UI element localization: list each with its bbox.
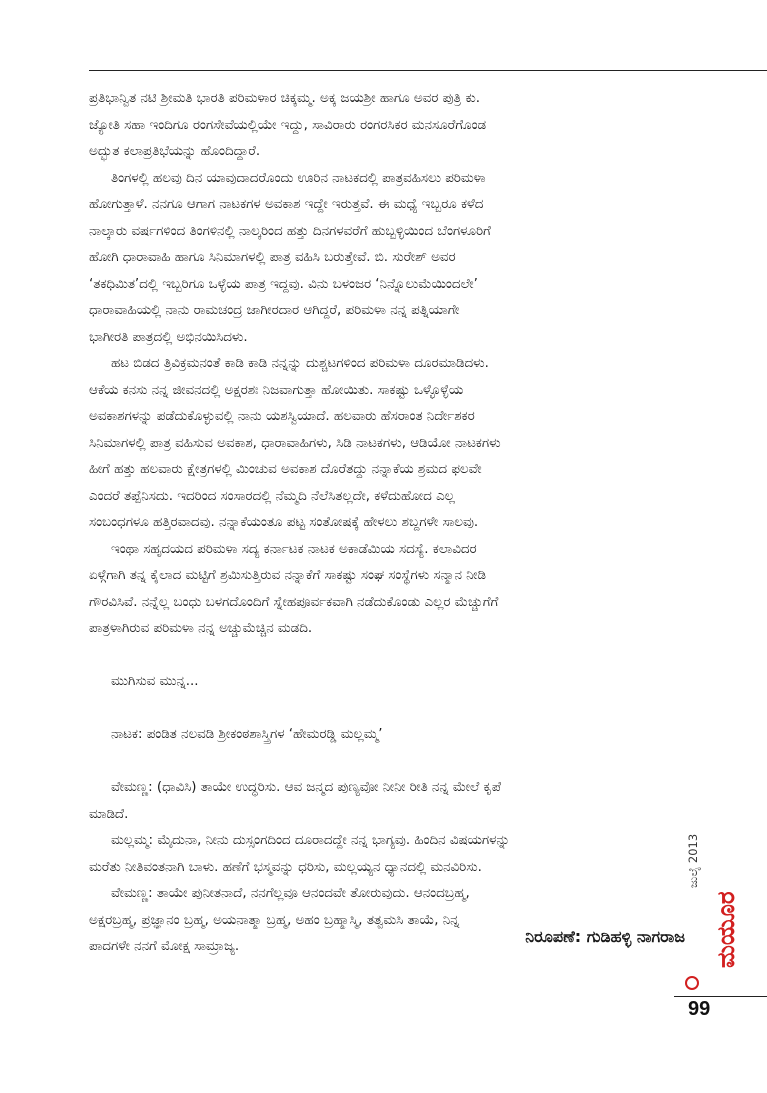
body-line: ಪ್ರತಿಭಾನ್ವಿತ ನಟಿ ಶ್ರೀಮತಿ ಭಾರತಿ ಪರಿಮಳಾರ ಚಿಕ್ಕಮ್ಮ. ಅಕ್ಕ ಜಯಶ್ರೀ ಹಾಗೂ ಅವರ ಪುತ್ರಿ ಕು. — [89, 91, 480, 106]
dialogue-line: ಮಾಡಿದೆ. — [89, 806, 129, 822]
bottom-rule — [674, 996, 767, 997]
body-line: ಏಳ್ಗೆಗಾಗಿ ತನ್ನ ಕೈಲಾದ ಮಟ್ಟಿಗೆ ಶ್ರಮಿಸುತ್ತಿರುವ ನನ್ನಾಕೆಗೆ ಸಾಕಷ್ಟು ಸಂಘ ಸಂಸ್ಥೆಗಳು ಸನ್ಮಾನ ನೀಡಿ — [89, 568, 486, 583]
body-line: ಅದ್ಭುತ ಕಲಾಪ್ರತಿಭೆಯನ್ನು ಹೊಂದಿದ್ದಾರೆ. — [89, 144, 261, 159]
body-line: ಭಾಗೀರತಿ ಪಾತ್ರದಲ್ಲಿ ಅಭಿನಯಿಸಿದಳು. — [89, 329, 248, 345]
body-line: ಧಾರಾವಾಹಿಯಲ್ಲಿ ನಾನು ರಾಮಚಂದ್ರ ಜಾಗೀರದಾರ ಆಗಿದ್ದರೆ, ಪರಿಮಳಾ ನನ್ನ ಪತ್ನಿಯಾಗೇ — [89, 303, 460, 318]
body-line: ‘ತಕಧಿಮಿತ’ದಲ್ಲಿ ಇಬ್ಬರಿಗೂ ಒಳ್ಳೆಯ ಪಾತ್ರ ಇದ್ದವು. ವಿನು ಬಳಂಜರ ‘ನಿನ್ನೊಲುಮೆಯಿಂದಲೇ’ — [89, 276, 478, 292]
dialogue-line: ಮರೆತು ನೀತಿವಂತನಾಗಿ ಬಾಳು. ಹಣೆಗೆ ಭಸ್ಮವನ್ನು ಧರಿಸು, ಮಲ್ಲಯ್ಯನ ಧ್ಯಾನದಲ್ಲಿ ಮನವಿರಿಸು. — [89, 859, 482, 875]
issue-date-text: ಜುಲೈ 2013 — [686, 833, 700, 888]
page-number: 99 — [688, 998, 711, 1020]
body-line: ಅವಕಾಶಗಳನ್ನು ಪಡೆದುಕೊಳ್ಳುವಲ್ಲಿ ನಾನು ಯಶಸ್ವಿಯಾದೆ. ಹಲವಾರು ಹೆಸರಾಂತ ನಿರ್ದೇಶಕರ — [89, 409, 475, 424]
body-line: ಎಂದರೆ ತಪ್ಪೆನಿಸದು. ಇದರಿಂದ ಸಂಸಾರದಲ್ಲಿ ನೆಮ್ಮದಿ ನೆಲೆಸಿತಲ್ಲದೇ, ಕಳೆದುಹೋದ ಎಲ್ಲ — [89, 488, 455, 504]
body-line: ಆಕೆಯ ಕನಸು ನನ್ನ ಜೀವನದಲ್ಲಿ ಅಕ್ಷರಶಃ ನಿಜವಾಗುತ್ತಾ ಹೋಯಿತು. ಸಾಕಷ್ಟು ಒಳ್ಳೊಳ್ಳೆಯ — [89, 382, 464, 398]
magazine-name: ಮಯೂರ — [712, 891, 740, 968]
body-line: ಪಾತ್ರಳಾಗಿರುವ ಪರಿಮಳಾ ನನ್ನ ಅಚ್ಚುಮೆಚ್ಚಿನ ಮಡದಿ. — [89, 621, 313, 636]
body-line: ಹೋಗಿ ಧಾರಾವಾಹಿ ಹಾಗೂ ಸಿನಿಮಾಗಳಲ್ಲಿ ಪಾತ್ರ ವಹಿಸಿ ಬರುತ್ತೇವೆ. ಬಿ. ಸುರೇಶ್ ಅವರ — [89, 250, 456, 265]
play-title-line: ನಾಟಕ: ಪಂಡಿತ ನಲವಡಿ ಶ್ರೀಕಂಠಶಾಸ್ತ್ರಿಗಳ ‘ಹೇಮರಡ್ಡಿ ಮಲ್ಲಮ್ಮ’ — [111, 727, 383, 742]
circle-icon — [685, 976, 699, 990]
body-line: ನಾಲ್ಕಾರು ವರ್ಷಗಳಿಂದ ತಿಂಗಳಿನಲ್ಲಿ ನಾಲ್ಕರಿಂದ ಹತ್ತು ದಿನಗಳವರೆಗೆ ಹುಬ್ಬಳ್ಳಿಯಿಂದ ಬೆಂಗಳೂರಿಗೆ — [89, 223, 491, 239]
body-line: ತಿಂಗಳಲ್ಲಿ ಹಲವು ದಿನ ಯಾವುದಾದರೊಂದು ಊರಿನ ನಾಟಕದಲ್ಲಿ ಪಾತ್ರವಹಿಸಲು ಪರಿಮಳಾ — [111, 170, 486, 186]
body-line: ಹೀಗೆ ಹತ್ತು ಹಲವಾರು ಕ್ಷೇತ್ರಗಳಲ್ಲಿ ಮಿಂಚುವ ಅವಕಾಶ ದೊರೆತದ್ದು ನನ್ನಾಕೆಯ ಶ್ರಮದ ಫಲವೇ — [89, 462, 482, 477]
body-line: ಸಿನಿಮಾಗಳಲ್ಲಿ ಪಾತ್ರ ವಹಿಸುವ ಅವಕಾಶ, ಧಾರಾವಾಹಿಗಳು, ಸಿಡಿ ನಾಟಕಗಳು, ಆಡಿಯೋ ನಾಟಕಗಳು — [89, 435, 501, 451]
body-line: ಸಂಬಂಧಗಳೂ ಹತ್ತಿರವಾದವು. ನನ್ನಾಕೆಯಂತೂ ಪಟ್ಟ ಸಂತೋಷಕ್ಕೆ ಹೇಳಲು ಶಬ್ದಗಳೇ ಸಾಲವು. — [89, 515, 479, 530]
body-line: ಹಟ ಬಿಡದ ತ್ರಿವಿಕ್ರಮನಂತೆ ಕಾಡಿ ಕಾಡಿ ನನ್ನನ್ನು ದುಶ್ಚಟಗಳಿಂದ ಪರಿಮಳಾ ದೂರಮಾಡಿದಳು. — [111, 356, 489, 371]
body-line: ಇಂಥಾ ಸಹೃದಯದ ಪರಿಮಳಾ ಸದ್ಯ ಕರ್ನಾಟಕ ನಾಟಕ ಅಕಾಡೆಮಿಯ ಸದಸ್ಯೆ. ಕಲಾವಿದರ — [111, 541, 477, 557]
body-line: ಜ್ಯೋತಿ ಸಹಾ ಇಂದಿಗೂ ರಂಗಸೇವೆಯಲ್ಲಿಯೇ ಇದ್ದು, ಸಾವಿರಾರು ರಂಗರಸಿಕರ ಮನಸೂರೆಗೊಂಡ — [89, 117, 487, 133]
author-credit: ನಿರೂಪಣೆ: ಗುಡಿಹಳ್ಳಿ ನಾಗರಾಜ — [525, 927, 685, 946]
dialogue-line: ವೇಮಣ್ಣ: (ಧಾವಿಸಿ) ತಾಯೇ ಉದ್ಧರಿಸು. ಆವ ಜನ್ಮದ ಪುಣ್ಯವೋ ನೀನೀ ರೀತಿ ನನ್ನ ಮೇಲೆ ಕೃಪೆ — [111, 780, 502, 795]
body-line: ಗೌರವಿಸಿವೆ. ನನ್ನೆಲ್ಲ ಬಂಧು ಬಳಗದೊಂದಿಗೆ ಸ್ನೇಹಪೂರ್ವಕವಾಗಿ ನಡೆದುಕೊಂಡು ಎಲ್ಲರ ಮೆಚ್ಚುಗೆಗೆ — [89, 594, 499, 610]
dialogue-line: ಪಾದಗಳೇ ನನಗೆ ಮೋಕ್ಷ ಸಾಮ್ರಾಜ್ಯ. — [89, 939, 240, 954]
dialogue-line: ಅಕ್ಷರಬ್ರಹ್ಮ, ಪ್ರಜ್ಞಾನಂ ಬ್ರಹ್ಮ, ಅಯನಾತ್ಮಾ ಬ್ರಹ್ಮ, ಅಹಂ ಬ್ರಹ್ಮಾಸ್ಮಿ, ತತ್ವಮಸಿ ತಾಯೆ, ನಿನ್ನ — [89, 912, 460, 928]
dialogue-line: ವೇಮಣ್ಣ: ತಾಯೇ ಪುನೀತನಾದೆ, ನನಗೆಲ್ಲವೂ ಆನಂದವೇ ತೋರುವುದು. ಆನಂದಬ್ರಹ್ಮ, — [111, 886, 470, 901]
body-line: ಹೋಗುತ್ತಾಳೆ. ನನಗೂ ಆಗಾಗ ನಾಟಕಗಳ ಅವಕಾಶ ಇದ್ದೇ ಇರುತ್ತವೆ. ಈ ಮಧ್ಯೆ ಇಬ್ಬರೂ ಕಳೆದ — [89, 197, 484, 212]
magazine-logo — [712, 802, 740, 968]
closing-heading: ಮುಗಿಸುವ ಮುನ್ನ... — [111, 674, 199, 689]
top-rule — [89, 70, 767, 71]
issue-date — [684, 808, 702, 888]
article-body — [89, 86, 651, 961]
dialogue-line: ಮಲ್ಲಮ್ಮ: ಮೈದುನಾ, ನೀನು ದುಸ್ಸಂಗದಿಂದ ದೂರಾದದ್ದೇ ನನ್ನ ಭಾಗ್ಯವು. ಹಿಂದಿನ ವಿಷಯಗಳನ್ನು — [111, 833, 510, 848]
